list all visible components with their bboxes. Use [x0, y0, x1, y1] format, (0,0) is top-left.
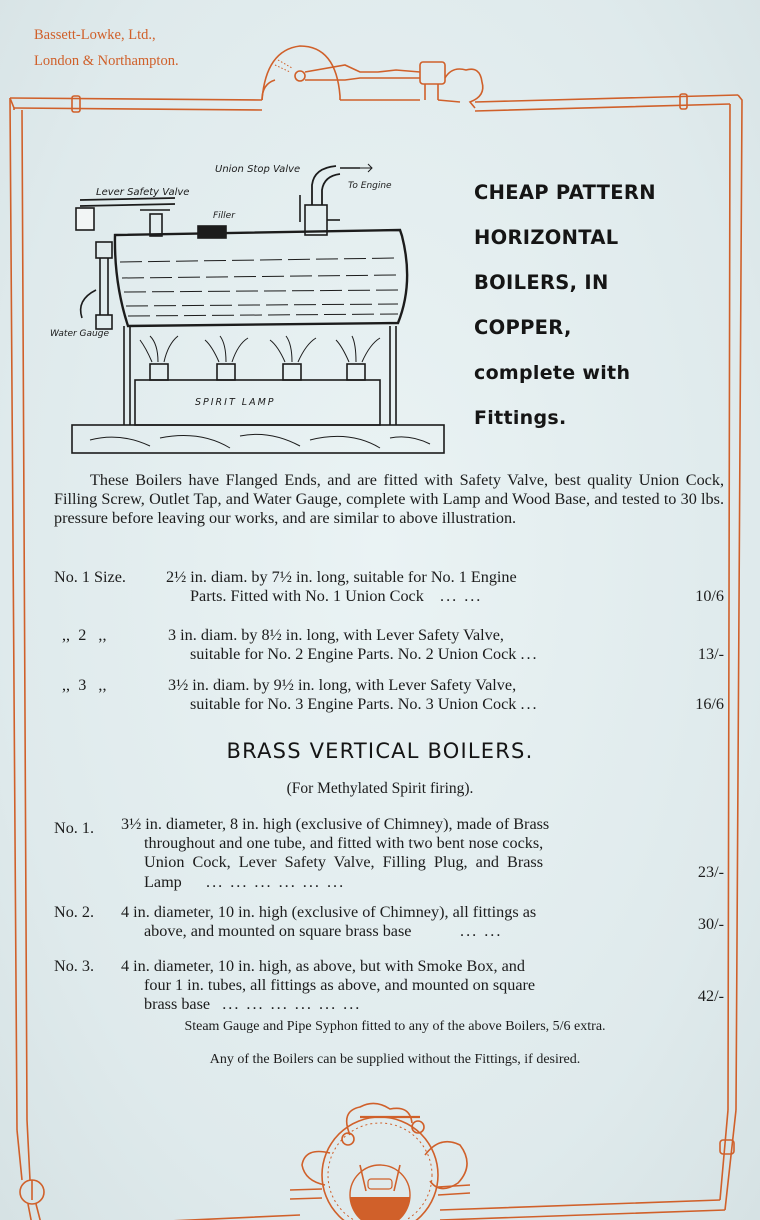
arrow-right-icon: [360, 164, 372, 172]
dot-leader: ... ...: [440, 587, 483, 605]
title-line: BOILERS, IN: [474, 271, 609, 294]
item-description-line: 3½ in. diam. by 9½ in. long, with Lever Safety Valve,: [168, 676, 517, 694]
price-list-item: [54, 815, 724, 895]
dot-leader: ... ... ... ... ... ...: [206, 873, 346, 891]
item-description-line: 2½ in. diam. by 7½ in. long, suitable for No. 1 Engine: [166, 568, 517, 586]
item-description-line: suitable for No. 2 Engine Parts. No. 2 Union Cock ...: [190, 645, 539, 663]
item-label: No. 1.: [54, 819, 95, 837]
price-list-item: [54, 568, 724, 608]
item-description-line: four 1 in. tubes, all fittings as above, and mounted on square: [144, 976, 536, 994]
item-label: ,, 3 ,,: [62, 676, 107, 694]
publisher-imprint: [34, 22, 179, 74]
publisher-location: London & Northampton.: [34, 53, 179, 69]
title-line: Fittings.: [474, 407, 567, 429]
publisher-name: Bassett-Lowke, Ltd.,: [34, 27, 156, 43]
item-description-line: suitable for No. 3 Engine Parts. No. 3 Union Cock ...: [190, 695, 539, 713]
item-label: No. 3.: [54, 957, 95, 975]
item-price: 30/-: [697, 915, 724, 933]
label-to-engine: To Engine: [348, 181, 392, 191]
item-price: 16/6: [695, 695, 724, 713]
fittings-note: Any of the Boilers can be supplied without the Fittings, if desired.: [209, 1052, 581, 1067]
price-list-item: [54, 903, 724, 943]
price-list-item: [54, 676, 724, 716]
horizontal-boilers-title: [474, 175, 734, 445]
title-line: CHEAP PATTERN: [474, 181, 656, 204]
label-water-gauge: Water Gauge: [50, 329, 109, 339]
vertical-boiler-ornament: [290, 1095, 470, 1220]
dot-leader: ... ...: [460, 922, 503, 940]
item-price: 23/-: [697, 863, 724, 881]
label-lever-safety-valve: Lever Safety Valve: [96, 187, 190, 198]
price-list-item: [54, 626, 724, 666]
vertical-boilers-title: BRASS VERTICAL BOILERS.: [226, 739, 534, 763]
item-description-line: Union Cock, Lever Safety Valve, Filling Plug, and Brass: [144, 853, 544, 871]
title-line: COPPER,: [474, 316, 572, 339]
label-spirit-lamp: SPIRIT LAMP: [195, 397, 276, 408]
item-description-line: above, and mounted on square brass base ... ...: [144, 922, 503, 940]
title-line: complete with: [474, 362, 631, 384]
item-price: 13/-: [697, 645, 724, 663]
title-line: HORIZONTAL: [474, 226, 619, 249]
vertical-boilers-subtitle: (For Methylated Spirit firing).: [286, 780, 474, 797]
item-description-line: 3 in. diam. by 8½ in. long, with Lever Safety Valve,: [168, 626, 504, 644]
item-description-line: Lamp ... ... ... ... ... ...: [144, 873, 346, 891]
item-label: No. 2.: [54, 903, 95, 921]
horizontal-boiler-illustration: [0, 150, 460, 460]
item-description-line: 3½ in. diameter, 8 in. high (exclusive of Chimney), made of Brass: [121, 815, 550, 833]
dot-leader: ...: [520, 695, 539, 713]
item-description-line: Parts. Fitted with No. 1 Union Cock ... ...: [190, 587, 483, 605]
item-price: 42/-: [697, 987, 724, 1005]
item-description-line: throughout and one tube, and fitted with two bent nose cocks,: [144, 834, 544, 852]
dot-leader: ...: [520, 645, 539, 663]
item-description-line: brass base ... ... ... ... ... ...: [144, 995, 362, 1013]
item-price: 10/6: [695, 587, 724, 605]
price-list-item: [54, 957, 724, 1017]
dot-leader: ... ... ... ... ... ...: [222, 995, 362, 1013]
item-description-line: 4 in. diameter, 10 in. high, as above, but with Smoke Box, and: [121, 957, 525, 975]
horizontal-boilers-description: These Boilers have Flanged Ends, and are fitted with Safety Valve, best quality Union Cock, Filling Screw, Outlet Tap, and Water Gauge, complete with Lamp and Wood Base, and tested to 30 lbs. pressure before leaving our works, and are similar to above illustration.: [54, 471, 724, 527]
label-union-stop-valve: Union Stop Valve: [215, 164, 301, 175]
label-filler: Filler: [213, 211, 235, 221]
item-label: ,, 2 ,,: [62, 626, 107, 644]
item-description-line: 4 in. diameter, 10 in. high (exclusive of Chimney), all fittings as: [121, 903, 537, 921]
item-label: No. 1 Size.: [54, 568, 126, 586]
steam-gauge-note: Steam Gauge and Pipe Syphon fitted to any of the above Boilers, 5/6 extra.: [184, 1019, 606, 1034]
